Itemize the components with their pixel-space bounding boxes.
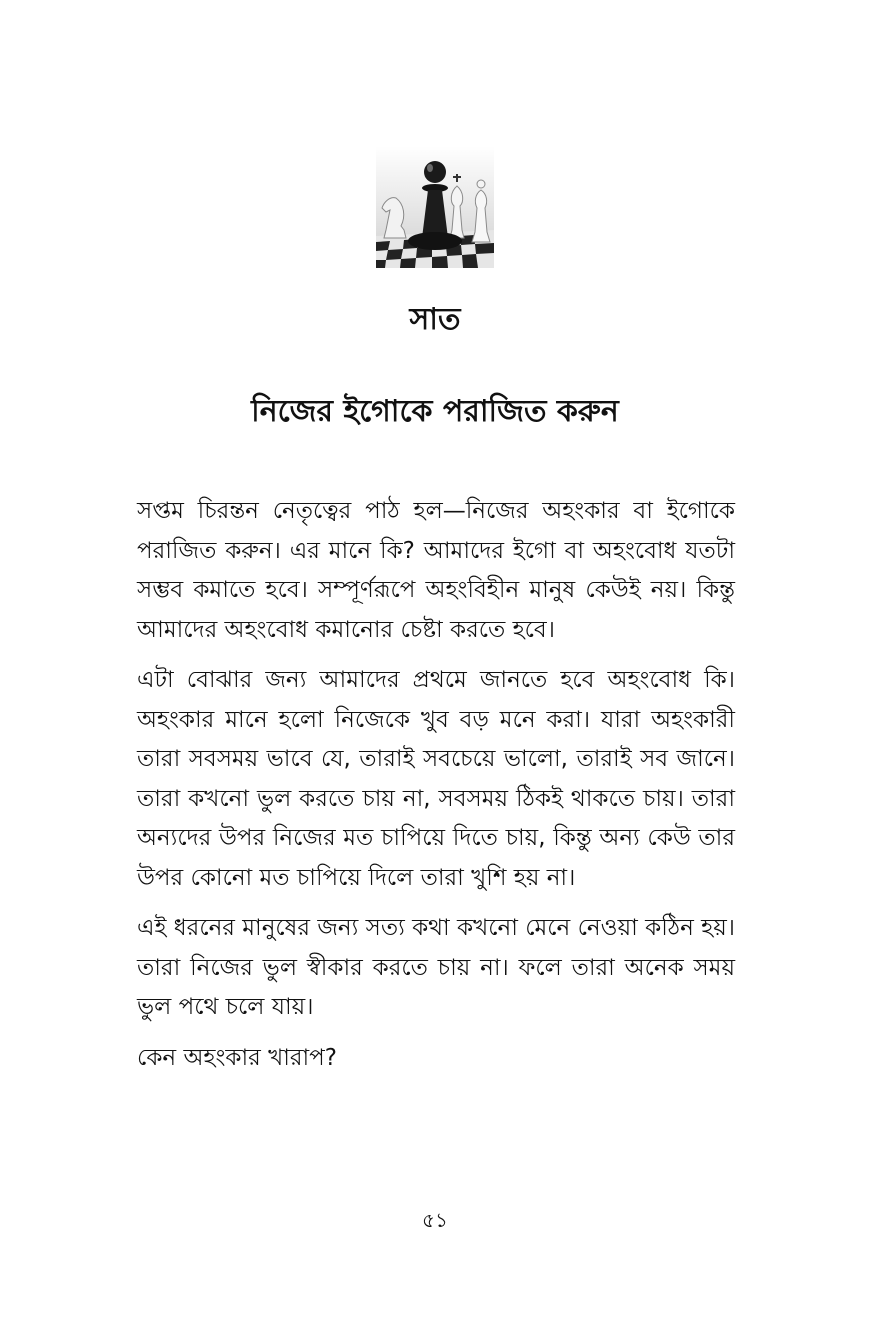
paragraph: কেন অহংকার খারাপ?	[137, 1044, 338, 1071]
paragraph: এটা বোঝার জন্য আমাদের প্রথমে জানতে হবে অহংবোধ কি। অহংকার মানে হলো নিজেকে খুব বড় মনে করা। যারা অহংকারী তারা সবসময় ভাবে যে, তারাই সবচেয়ে ভালো, তারাই সব জানে। তারা কখনো ভুল করতে চায় না, সবসময় ঠিকই থাকতে চায়। তারা অন্যদের উপর নিজের মত চাপিয়ে দিতে চায়, কিন্তু অন্য কেউ তার উপর কোনো মত চাপিয়ে দিলে তারা খুশি হয় না।	[137, 667, 735, 891]
chapter-number: সাত	[409, 302, 461, 337]
chapter-title: নিজের ইগোকে পরাজিত করুন	[251, 394, 619, 429]
paragraph: এই ধরনের মানুষের জন্য সত্য কথা কখনো মেনে নেওয়া কঠিন হয়। তারা নিজের ভুল স্বীকার করতে চায় না। ফলে তারা অনেক সময় ভুল পথে চলে যায়।	[137, 915, 735, 1020]
chapter-body	[137, 492, 735, 1089]
page-number: ৫১	[422, 1208, 448, 1232]
paragraph: সপ্তম চিরন্তন নেতৃত্বের পাঠ হল—নিজের অহংকার বা ইগোকে পরাজিত করুন। এর মানে কি? আমাদের ইগো বা অহংবোধ যতটা সম্ভব কমাতে হবে। সম্পূর্ণরূপে অহংবিহীন মানুষ কেউই নয়। কিন্তু আমাদের অহংবোধ কমানোর চেষ্টা করতে হবে।	[137, 498, 735, 643]
chess-pieces-illustration	[376, 146, 494, 268]
